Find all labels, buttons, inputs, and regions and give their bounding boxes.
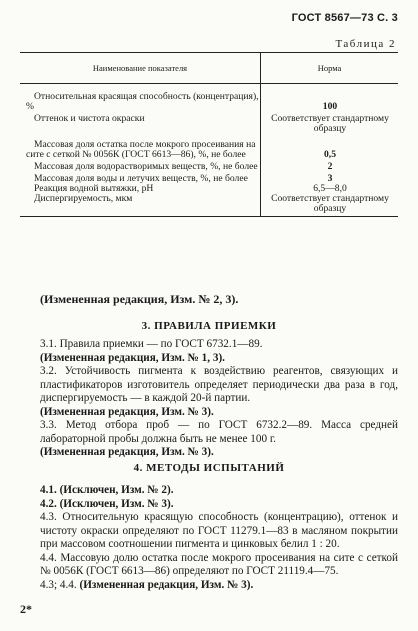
edit-note: (Измененная редакция, Изм. № 1, 3).: [40, 351, 225, 364]
table-row: [20, 194, 398, 214]
edit-note: [22, 579, 398, 593]
row-name: Массовая доля остатка после мокрого просеивания на сите с сеткой № 0056К (ГОСТ 6613—86), %, не более: [26, 139, 256, 160]
page-header: ГОСТ 8567—73 С. 3: [291, 12, 398, 24]
section-title-3: 3. ПРАВИЛА ПРИЕМКИ: [141, 320, 277, 332]
edit-note: (Измененная редакция, Изм. № 3).: [40, 446, 214, 458]
row-value: 0,5: [324, 149, 336, 160]
edit-note-items: 4.3; 4.4.: [40, 578, 77, 591]
table-header: [20, 52, 398, 84]
table-caption: Таблица 2: [335, 38, 396, 50]
row-name: Массовая доля водорастворимых веществ, %, не более: [34, 161, 258, 172]
paragraph-4-3: 4.3. Относительную красящую способность (концентрацию), оттенок и чистоту окраски определяют по ГОСТ 11279.1—83 в масляном покрытии при массовом соотношении пигмента и цинковых белил 1 : 20.: [40, 511, 398, 550]
table-row: [20, 92, 398, 112]
row-value: 100: [322, 101, 338, 112]
paragraph-3-2: 3.2. Устойчивость пигмента к воздействию реагентов, связующих и пластификаторов изготовитель определяет периодически два раза в год, диспергируемость — в каждой 20-й партии.: [40, 365, 398, 404]
row-name: Массовая доля воды и летучих веществ, %, не более: [34, 173, 248, 184]
row-value: Соответствует стандартному образцу: [271, 113, 389, 134]
table-header-norm: Норма: [317, 63, 342, 73]
paragraph-4-2: 4.2. (Исключен, Изм. № 3).: [40, 497, 174, 510]
table-row: [20, 114, 398, 134]
edit-note-text: (Измененная редакция, Изм. № 3).: [79, 578, 254, 591]
table-row: [20, 162, 398, 172]
paragraph-4-1: 4.1. (Исключен, Изм. № 2).: [40, 484, 174, 496]
paragraph-4-4: 4.4. Массовую долю остатка после мокрого просеивания на сите с сеткой № 0056К (ГОСТ 6613—86) определяют по ГОСТ 21119.4—75.: [40, 551, 398, 577]
row-name: Диспергируемость, мкм: [34, 193, 133, 204]
paragraph-3-1: 3.1. Правила приемки — по ГОСТ 6732.1—89.: [40, 338, 263, 350]
section-title-4: 4. МЕТОДЫ ИСПЫТАНИЙ: [133, 462, 285, 474]
section-3-body: [22, 338, 398, 460]
table-2: [20, 52, 398, 217]
table-body: [20, 84, 398, 217]
table-row: [20, 140, 398, 160]
row-name: Относительная красящая способность (концентрация), %: [26, 91, 259, 112]
page-mark: 2*: [20, 602, 32, 616]
row-value: 3: [327, 173, 333, 184]
row-name: Оттенок и чистота окраски: [34, 113, 145, 124]
table-header-indicator: Наименование показателя: [20, 53, 261, 83]
edit-note: (Измененная редакция, Изм. № 2, 3).: [40, 292, 239, 306]
paragraph-3-3: 3.3. Метод отбора проб — по ГОСТ 6732.2—89. Масса средней лабораторной пробы должна быть не менее 100 г.: [40, 419, 398, 445]
row-value: 6,5—8,0: [313, 183, 347, 194]
row-name: Реакция водной вытяжки, pH: [34, 183, 154, 194]
section-4-body: [22, 484, 398, 592]
edit-note: (Измененная редакция, Изм. № 3).: [40, 405, 214, 418]
row-value: 2: [327, 161, 333, 172]
row-value: Соответствует стандартному образцу: [271, 193, 389, 214]
